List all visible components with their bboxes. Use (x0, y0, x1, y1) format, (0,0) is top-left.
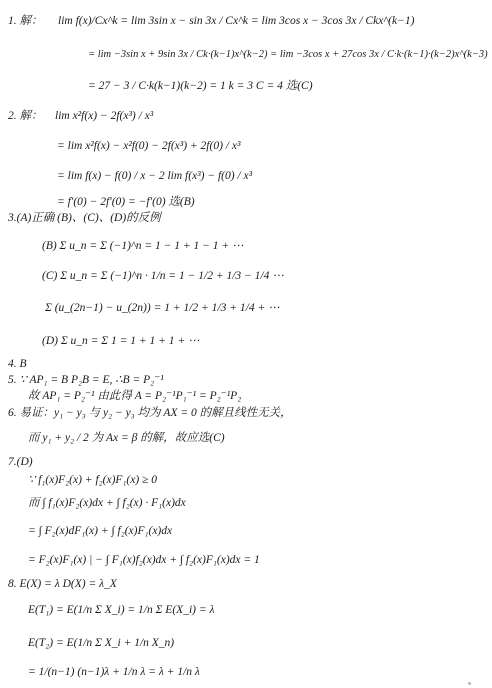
solution-line-s7-label: 7.(D) (8, 456, 33, 468)
solution-line-s6-l1: 6. 易证：y₁ − y₃ 与 y₂ − y₃ 均为 AX = 0 的解且线性无关， (8, 407, 292, 419)
solution-line-s8-l2: E(T₁) = E(1/n Σ X_i) = 1/n Σ E(X_i) = λ (28, 604, 215, 616)
solution-line-s5-l1: 5. ∵ AP₁ = B P₂B = E, ∴B = P₂⁻¹ (8, 374, 164, 386)
solution-line-s2-l2: = lim x²f(x) − x²f(0) − 2f(x³) + 2f(0) / x³ (57, 140, 241, 152)
solution-line-s4: 4. B (8, 358, 27, 370)
corner-mark (468, 682, 471, 685)
solution-line-s8-l4: = 1/(n−1) (n−1)λ + 1/n λ = λ + 1/n λ (28, 666, 200, 678)
solution-line-s1-label: 1. 解： (8, 15, 43, 27)
solution-line-s8-l3: E(T₂) = E(1/n Σ X_i + 1/n X_n) (28, 637, 175, 649)
solution-line-s2-l3: = lim f(x) − f(0) / x − 2 lim f(x³) − f(0) / x³ (57, 170, 253, 182)
solution-line-s2-l4: = f′(0) − 2f′(0) = −f′(0) 选(B) (57, 196, 195, 208)
solution-line-s3-b: (B) Σ u_n = Σ (−1)^n = 1 − 1 + 1 − 1 + ⋯ (42, 240, 244, 252)
solution-line-s3-c2: Σ (u_(2n−1) − u_(2n)) = 1 + 1/2 + 1/3 + 1/4 + ⋯ (45, 302, 280, 314)
solution-line-s7-l1: ∵ f₁(x)F₂(x) + f₂(x)F₁(x) ≥ 0 (28, 474, 157, 486)
solution-line-s3-d: (D) Σ u_n = Σ 1 = 1 + 1 + 1 + ⋯ (42, 335, 200, 347)
solution-line-s1-l1: lim f(x)/Cx^k = lim 3sin x − sin 3x / Cx^k = lim 3cos x − 3cos 3x / Ckx^(k−1) (58, 15, 415, 27)
solution-line-s3-c: (C) Σ u_n = Σ (−1)^n · 1/n = 1 − 1/2 + 1/3 − 1/4 ⋯ (42, 270, 284, 282)
solution-line-s3-label: 3.(A)正确 (B)、(C)、(D)的反例 (8, 212, 161, 224)
solution-line-s7-l2: 而 ∫ f₁(x)F₂(x)dx + ∫ f₂(x) · F₁(x)dx (28, 497, 186, 509)
solution-line-s2-label: 2. 解： (8, 110, 43, 122)
solution-line-s7-l4: = F₂(x)F₁(x) | − ∫ F₁(x)f₂(x)dx + ∫ f₂(x)F₁(x)dx = 1 (28, 554, 260, 566)
solution-line-s7-l3: = ∫ F₂(x)dF₁(x) + ∫ f₂(x)F₁(x)dx (28, 525, 173, 537)
solution-line-s2-l1: lim x²f(x) − 2f(x³) / x³ (55, 110, 154, 122)
solution-line-s5-l2: 故 AP₁ = P₂⁻¹ 由此得 A = P₂⁻¹P₁⁻¹ = P₂⁻¹P₂ (28, 390, 242, 402)
solution-line-s1-l3: = 27 − 3 / C·k(k−1)(k−2) = 1 k = 3 C = 4 选(C) (88, 80, 313, 92)
solution-line-s1-l2: = lim −3sin x + 9sin 3x / Ck·(k−1)x^(k−2) = lim −3cos x + 27cos 3x / C·k·(k−1)·(k−2)x^(k−3) (88, 49, 488, 60)
solution-line-s6-l2: 而 y₁ + y₂ / 2 为 Ax = β 的解，故应选(C) (28, 432, 225, 444)
solution-line-s8-l1: 8. E(X) = λ D(X) = λ_X (8, 578, 117, 590)
